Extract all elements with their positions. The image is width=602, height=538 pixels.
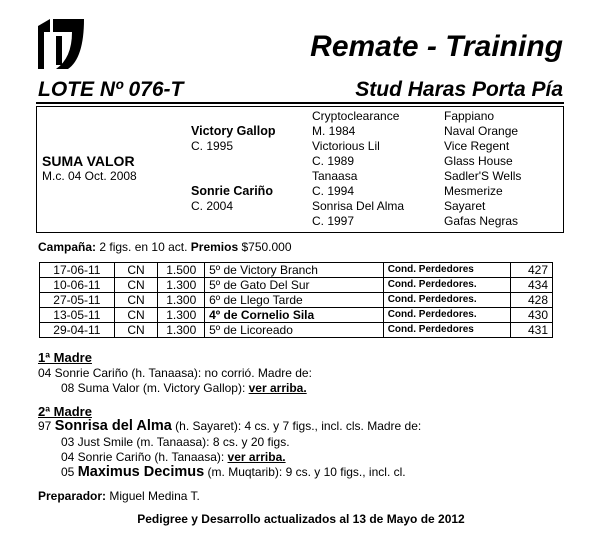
first-dam-title: 1ª Madre (38, 350, 92, 365)
second-dam-offspring (61, 450, 286, 465)
see-above-link[interactable]: ver arriba. (227, 450, 286, 464)
footer-note: Pedigree y Desarrollo actualizados al 13 de Mayo de 2012 (137, 512, 465, 526)
race-number: 427 (511, 263, 553, 278)
offspring-text: 08 Suma Valor (m. Victory Gallop): (61, 381, 249, 395)
race-result: 6º de Llego Tarde (205, 293, 384, 308)
gen3-name: Victorious Lil (312, 139, 380, 153)
race-number: 434 (511, 278, 553, 293)
race-distance: 1.500 (158, 263, 205, 278)
table-row (40, 293, 553, 308)
dam-highlight-name: Sonrisa del Alma (54, 418, 172, 434)
lot-number: LOTE Nº 076-T (38, 78, 184, 101)
gen4-name: Glass House (444, 154, 513, 168)
subject-name: SUMA VALOR (42, 153, 135, 169)
gen4-name: Sayaret (444, 199, 486, 213)
dam-name: Sonrie Cariño (191, 184, 273, 198)
second-dam-line (38, 419, 421, 434)
race-condition: Cond. Perdedores. (383, 308, 511, 323)
stud-name: Stud Haras Porta Pía (355, 78, 563, 101)
page-title: Remate - Training (310, 30, 563, 63)
second-dam-title: 2ª Madre (38, 404, 92, 419)
see-above-link[interactable]: ver arriba. (248, 381, 307, 395)
gen3-name: Sonrisa Del Alma (312, 199, 405, 213)
race-condition: Cond. Perdedores (383, 323, 511, 338)
race-distance: 1.300 (158, 323, 205, 338)
offspring-text: 04 Sonrie Cariño (h. Tanaasa): (61, 450, 228, 464)
gen4-name: Sadler'S Wells (444, 169, 522, 183)
first-dam-line: 04 Sonrie Cariño (h. Tanaasa): no corrió. Madre de: (38, 366, 312, 380)
race-date: 13-05-11 (40, 308, 115, 323)
gen3-year: C. 1989 (312, 154, 355, 168)
second-dam-offspring (61, 465, 406, 480)
offspring-details: (m. Muqtarib): 9 cs. y 10 figs., incl. cl. (204, 465, 406, 479)
race-result: 5º de Gato Del Sur (205, 278, 384, 293)
race-track: CN (114, 263, 158, 278)
sire-name: Victory Gallop (191, 124, 276, 138)
gen4-name: Fappiano (444, 109, 495, 123)
trainer-label: Preparador: (38, 489, 107, 503)
race-track: CN (114, 308, 158, 323)
race-condition: Cond. Perdedores. (383, 293, 511, 308)
gen3-year: C. 1997 (312, 214, 355, 228)
race-condition: Cond. Perdedores (383, 263, 511, 278)
gen3-name: Tanaasa (312, 169, 358, 183)
tj-logo-icon (36, 18, 86, 70)
campaign-line (38, 240, 292, 254)
sire-year: C. 1995 (191, 139, 234, 153)
trainer-name: Miguel Medina T. (109, 489, 200, 503)
race-distance: 1.300 (158, 278, 205, 293)
gen3-name: Cryptoclearance (312, 109, 400, 123)
race-condition: Cond. Perdedores. (383, 278, 511, 293)
header-divider (36, 102, 564, 104)
race-distance: 1.300 (158, 293, 205, 308)
race-track: CN (114, 293, 158, 308)
first-dam-offspring (61, 381, 307, 396)
prize-value: $750.000 (241, 240, 292, 254)
race-track: CN (114, 323, 158, 338)
table-row (40, 263, 553, 278)
race-date: 17-06-11 (40, 263, 115, 278)
races-table (39, 262, 553, 338)
trainer-line (38, 489, 200, 504)
race-date: 27-05-11 (40, 293, 115, 308)
table-row (40, 323, 553, 338)
offspring-highlight-name: Maximus Decimus (77, 464, 205, 480)
dam-details: (h. Sayaret): 4 cs. y 7 figs., incl. cls. Madre de: (171, 419, 422, 433)
campaign-text: 2 figs. en 10 act. (99, 240, 188, 254)
gen4-name: Mesmerize (444, 184, 503, 198)
race-number: 431 (511, 323, 553, 338)
gen3-year: M. 1984 (312, 124, 356, 138)
dam-year: C. 2004 (191, 199, 234, 213)
year-prefix: 05 (61, 465, 78, 479)
race-result: 4º de Cornelio Sila (205, 308, 384, 323)
race-distance: 1.300 (158, 308, 205, 323)
campaign-label: Campaña: (38, 240, 97, 254)
race-number: 430 (511, 308, 553, 323)
gen4-name: Vice Regent (444, 139, 510, 153)
gen4-name: Gafas Negras (444, 214, 519, 228)
table-row (40, 278, 553, 293)
race-result: 5º de Victory Branch (205, 263, 384, 278)
race-date: 10-06-11 (40, 278, 115, 293)
gen3-year: C. 1994 (312, 184, 355, 198)
gen4-name: Naval Orange (444, 124, 519, 138)
race-number: 428 (511, 293, 553, 308)
second-dam-offspring: 03 Just Smile (m. Tanaasa): 8 cs. y 20 figs. (61, 435, 290, 449)
subject-info: M.c. 04 Oct. 2008 (42, 169, 137, 183)
race-result: 5º de Licoreado (205, 323, 384, 338)
race-date: 29-04-11 (40, 323, 115, 338)
table-row (40, 308, 553, 323)
year-prefix: 97 (38, 419, 55, 433)
prize-label: Premios (190, 240, 239, 254)
race-track: CN (114, 278, 158, 293)
